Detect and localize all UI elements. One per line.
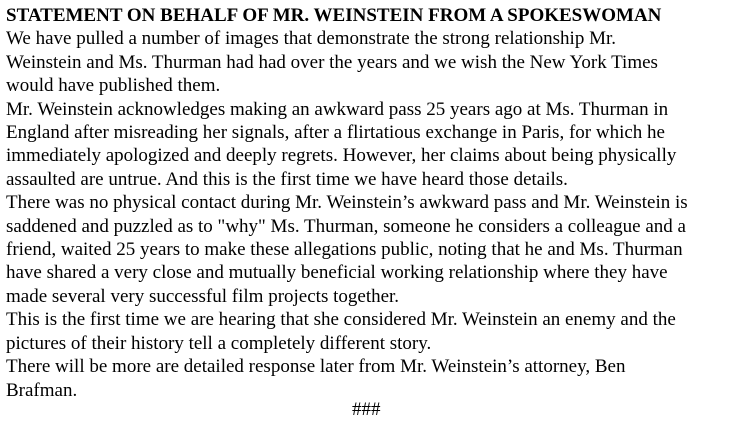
- text-line: made several very successful film projects together.: [6, 285, 400, 307]
- paragraph-no-contact: [6, 191, 744, 308]
- text-line: Mr. Weinstein acknowledges making an awkward pass 25 years ago at Ms. Thurman in: [6, 98, 669, 120]
- text-line: There was no physical contact during Mr. Weinstein’s awkward pass and Mr. Weinstein is: [6, 192, 688, 214]
- text-line: assaulted are untrue. And this is the first time we have heard those details.: [6, 168, 568, 190]
- paragraph-attorney: [6, 355, 744, 402]
- text-line: Weinstein and Ms. Thurman had had over the years and we wish the New York Times: [6, 51, 658, 73]
- text-line: immediately apologized and deeply regrets. However, her claims about being physically: [6, 145, 677, 167]
- text-line: saddened and puzzled as to "why" Ms. Thurman, someone he considers a colleague and a: [6, 215, 686, 237]
- text-line: This is the first time we are hearing that she considered Mr. Weinstein an enemy and the: [6, 309, 676, 331]
- text-line: would have published them.: [6, 75, 221, 97]
- statement-document: [6, 4, 744, 402]
- statement-title: STATEMENT ON BEHALF OF MR. WEINSTEIN FROM A SPOKESWOMAN: [6, 5, 662, 26]
- end-mark: ###: [352, 399, 381, 420]
- text-line: have shared a very close and mutually beneficial working relationship where they have: [6, 262, 668, 284]
- text-line: Brafman.: [6, 379, 78, 401]
- text-line: pictures of their history tell a completely different story.: [6, 332, 432, 354]
- paragraph-images: [6, 27, 744, 97]
- paragraph-acknowledgement: [6, 98, 744, 192]
- text-line: friend, waited 25 years to make these allegations public, noting that he and Ms. Thurman: [6, 239, 683, 261]
- paragraph-enemy: [6, 308, 744, 355]
- text-line: England after misreading her signals, after a flirtatious exchange in Paris, for which he: [6, 122, 665, 144]
- text-line: There will be more are detailed response later from Mr. Weinstein’s attorney, Ben: [6, 356, 626, 378]
- text-line: We have pulled a number of images that demonstrate the strong relationship Mr.: [6, 28, 617, 50]
